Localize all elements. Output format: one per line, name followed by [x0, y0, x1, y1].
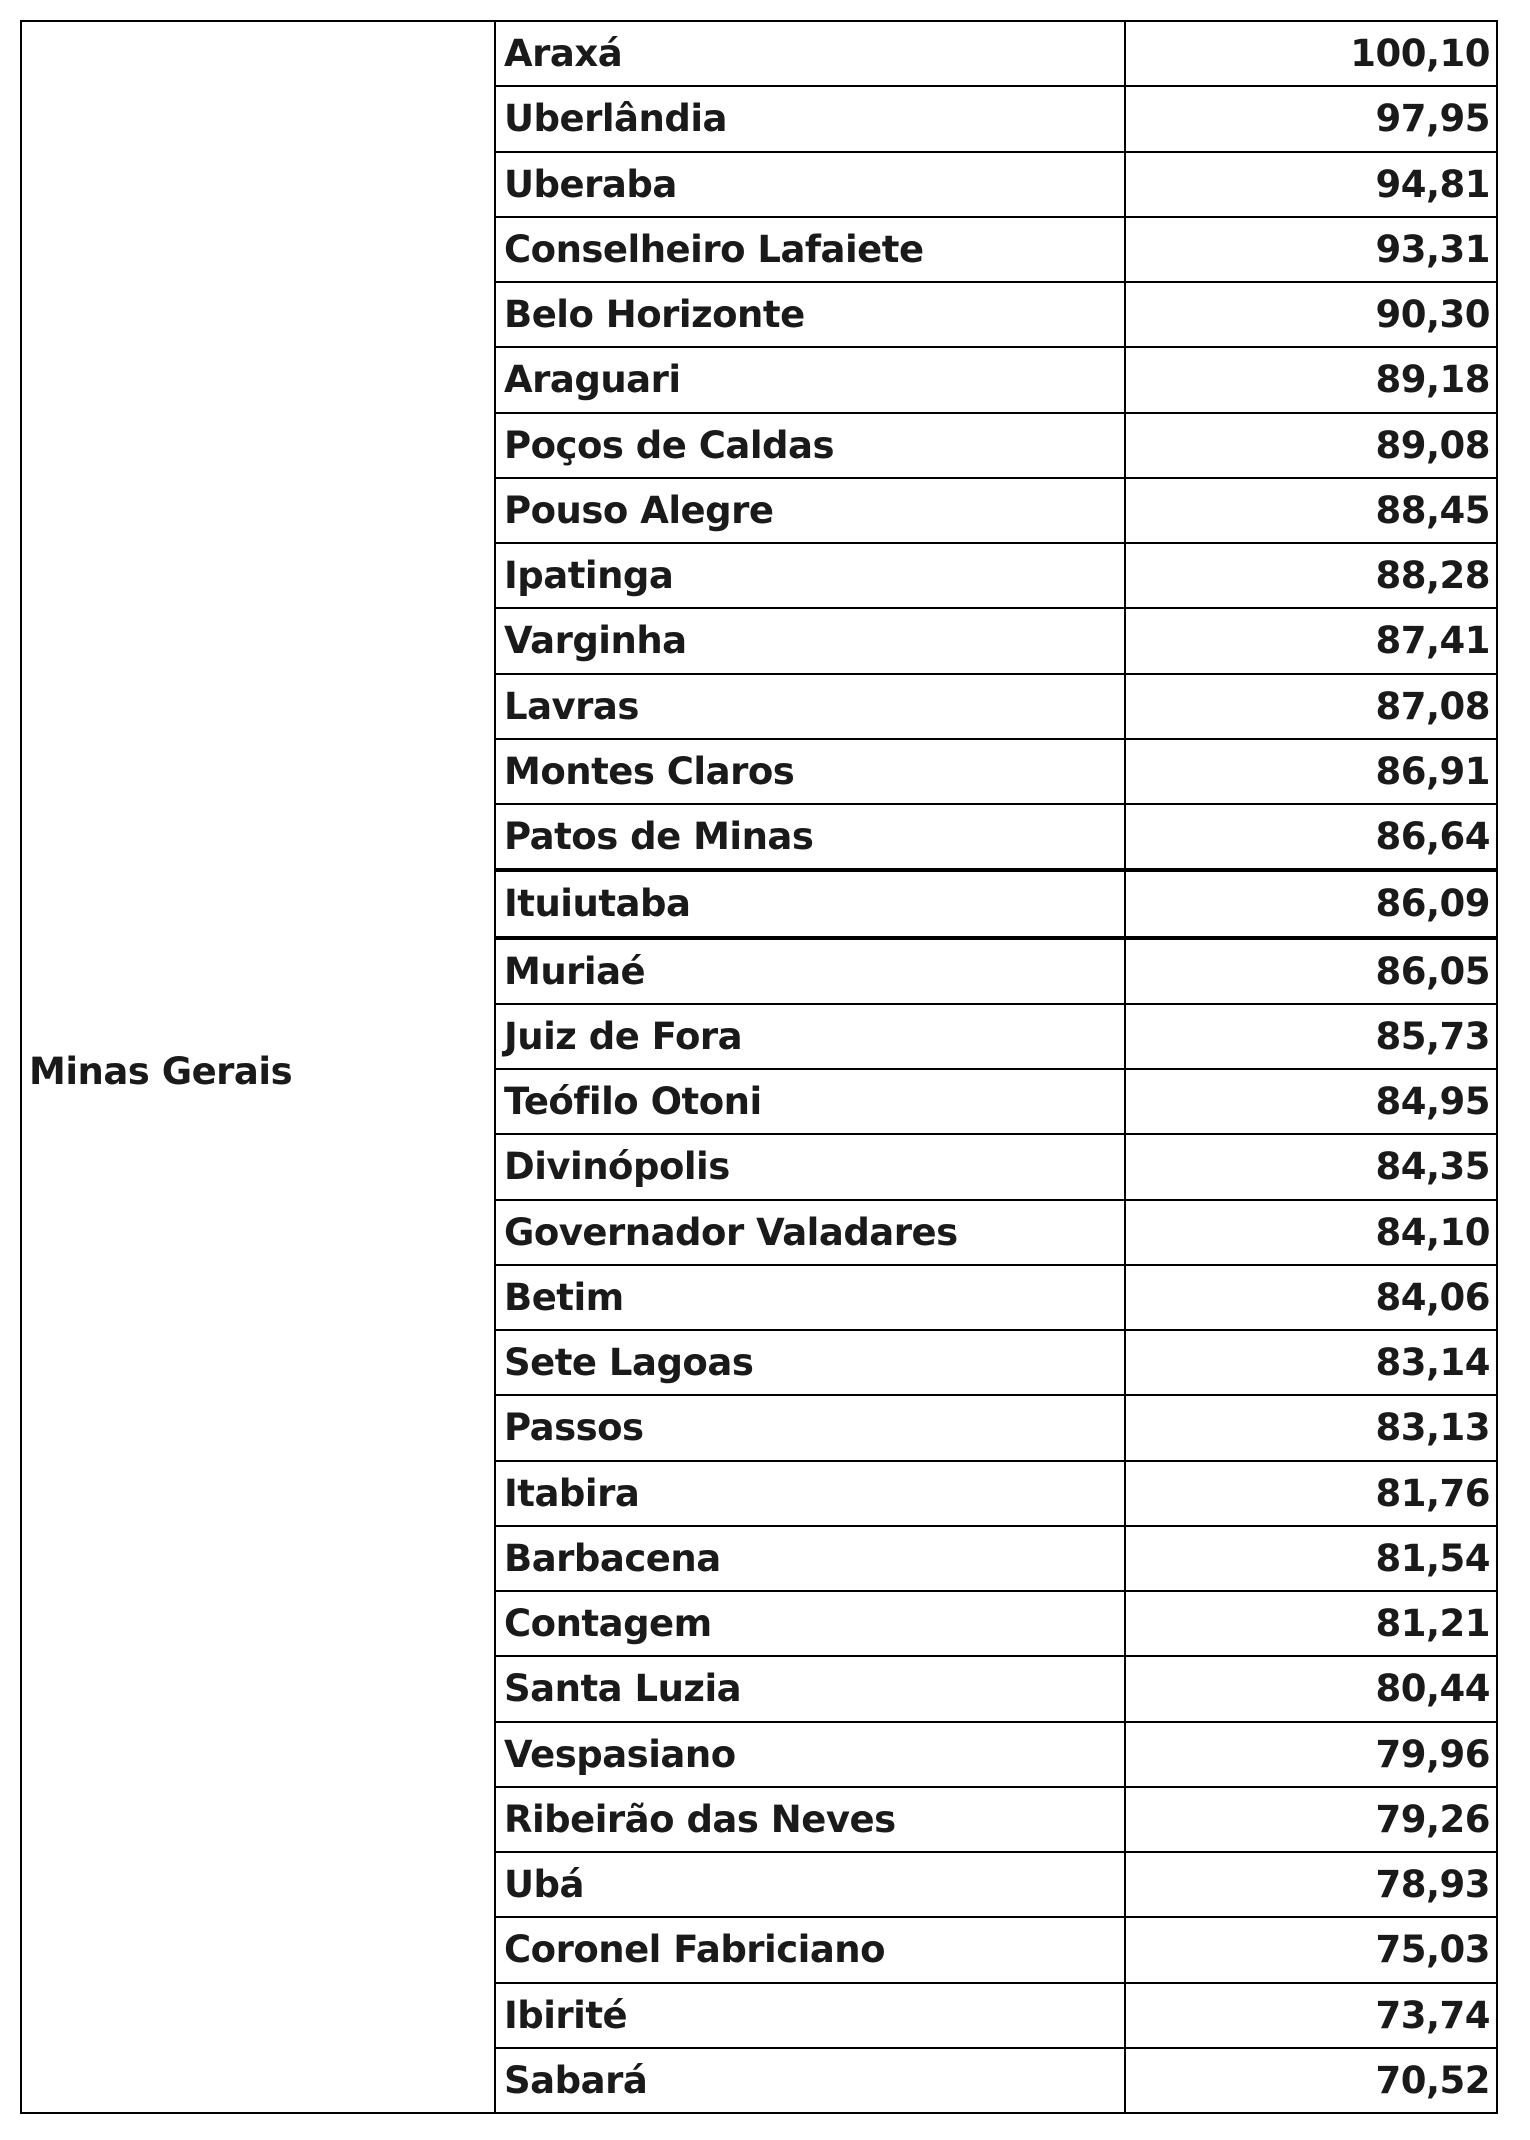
value-cell: 79,96 [1375, 1732, 1490, 1776]
table-row [496, 2049, 1496, 2112]
value-cell: 88,45 [1375, 488, 1490, 532]
city-name-cell: Lavras [496, 675, 1126, 738]
city-name-cell: Uberlândia [496, 87, 1126, 150]
table-row [496, 479, 1496, 544]
city-name-cell: Muriaé [496, 940, 1126, 1003]
city-name-cell: Patos de Minas [496, 805, 1126, 868]
table-row [496, 218, 1496, 283]
city-name-cell: Ipatinga [496, 544, 1126, 607]
value-cell: 100,10 [1350, 32, 1490, 76]
city-name-cell: Passos [496, 1396, 1126, 1459]
table-row [496, 1266, 1496, 1331]
table-row [496, 1984, 1496, 2049]
value-cell: 89,18 [1375, 358, 1490, 402]
value-cell: 83,13 [1375, 1406, 1490, 1450]
state-label: Minas Gerais [29, 1049, 293, 1093]
city-name-cell: Montes Claros [496, 740, 1126, 803]
city-name-cell: Santa Luzia [496, 1657, 1126, 1720]
city-name-cell: Coronel Fabriciano [496, 1918, 1126, 1981]
table-row [496, 1592, 1496, 1657]
value-cell: 86,64 [1375, 815, 1490, 859]
value-cell: 88,28 [1375, 554, 1490, 598]
city-name-cell: Sabará [496, 2049, 1126, 2112]
value-cell: 97,95 [1375, 97, 1490, 141]
city-name-cell: Uberaba [496, 153, 1126, 216]
city-name-cell: Belo Horizonte [496, 283, 1126, 346]
table-row [496, 1070, 1496, 1135]
city-name-cell: Juiz de Fora [496, 1005, 1126, 1068]
value-cell: 87,08 [1375, 684, 1490, 728]
value-cell: 83,14 [1375, 1341, 1490, 1385]
table-row [496, 414, 1496, 479]
table-row [496, 153, 1496, 218]
value-cell: 87,41 [1375, 619, 1490, 663]
table-row [496, 1657, 1496, 1722]
city-name-cell: Araxá [496, 22, 1126, 85]
value-cell: 80,44 [1375, 1667, 1490, 1711]
city-name-cell: Vespasiano [496, 1723, 1126, 1786]
value-cell: 84,35 [1375, 1145, 1490, 1189]
city-name-cell: Pouso Alegre [496, 479, 1126, 542]
city-name-cell: Betim [496, 1266, 1126, 1329]
value-cell: 78,93 [1375, 1863, 1490, 1907]
city-name-cell: Divinópolis [496, 1135, 1126, 1198]
value-cell: 73,74 [1375, 1993, 1490, 2037]
value-cell: 81,21 [1375, 1602, 1490, 1646]
value-cell: 86,09 [1375, 882, 1490, 926]
state-cell [22, 22, 496, 2112]
value-cell: 86,91 [1375, 749, 1490, 793]
city-name-cell: Ribeirão das Neves [496, 1788, 1126, 1851]
city-name-cell: Poços de Caldas [496, 414, 1126, 477]
table-rows [496, 22, 1496, 2112]
value-cell: 84,95 [1375, 1080, 1490, 1124]
city-name-cell: Governador Valadares [496, 1201, 1126, 1264]
table-row [496, 1005, 1496, 1070]
city-name-cell: Conselheiro Lafaiete [496, 218, 1126, 281]
value-cell: 70,52 [1375, 2058, 1490, 2102]
table-row [496, 1135, 1496, 1200]
value-cell: 89,08 [1375, 423, 1490, 467]
city-name-cell: Varginha [496, 609, 1126, 672]
value-cell: 86,05 [1375, 949, 1490, 993]
value-cell: 94,81 [1375, 162, 1490, 206]
value-cell: 81,54 [1375, 1536, 1490, 1580]
table-row [496, 348, 1496, 413]
table-row [496, 940, 1496, 1005]
value-cell: 75,03 [1375, 1928, 1490, 1972]
table-row [496, 1462, 1496, 1527]
table-row [496, 1788, 1496, 1853]
city-name-cell: Barbacena [496, 1527, 1126, 1590]
value-cell: 85,73 [1375, 1014, 1490, 1058]
table-row [496, 1723, 1496, 1788]
value-cell: 93,31 [1375, 227, 1490, 271]
table-row [496, 283, 1496, 348]
value-cell: 84,06 [1375, 1275, 1490, 1319]
table-row [496, 609, 1496, 674]
city-name-cell: Araguari [496, 348, 1126, 411]
table-row [496, 675, 1496, 740]
value-cell: 79,26 [1375, 1797, 1490, 1841]
value-cell: 81,76 [1375, 1471, 1490, 1515]
city-name-cell: Contagem [496, 1592, 1126, 1655]
value-cell: 84,10 [1375, 1210, 1490, 1254]
table-row [496, 740, 1496, 805]
table-row [496, 1396, 1496, 1461]
table-row [496, 1331, 1496, 1396]
table-row [496, 805, 1496, 872]
city-ranking-table [20, 20, 1498, 2114]
city-name-cell: Ituiutaba [496, 872, 1126, 935]
city-name-cell: Teófilo Otoni [496, 1070, 1126, 1133]
city-name-cell: Ubá [496, 1853, 1126, 1916]
city-name-cell: Ibirité [496, 1984, 1126, 2047]
city-name-cell: Sete Lagoas [496, 1331, 1126, 1394]
table-row [496, 87, 1496, 152]
table-row [496, 1853, 1496, 1918]
table-row [496, 872, 1496, 939]
table-row [496, 1918, 1496, 1983]
table-row [496, 22, 1496, 87]
table-row [496, 1527, 1496, 1592]
table-row [496, 544, 1496, 609]
city-name-cell: Itabira [496, 1462, 1126, 1525]
table-row [496, 1201, 1496, 1266]
value-cell: 90,30 [1375, 293, 1490, 337]
